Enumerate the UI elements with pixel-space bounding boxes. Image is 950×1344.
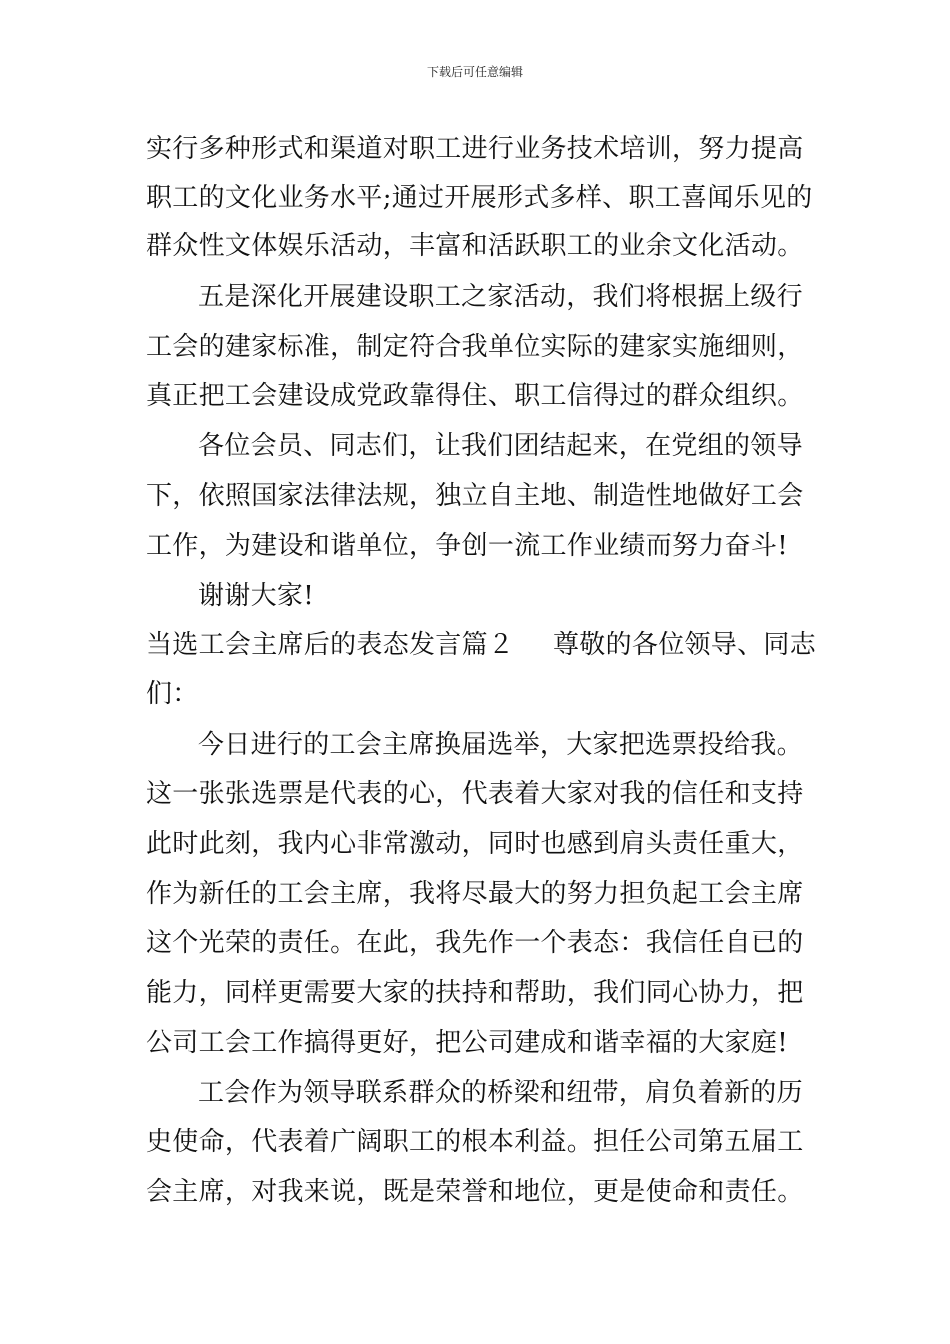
body-line: 这一张张选票是代表的心，代表着大家对我的信任和支持	[146, 779, 804, 809]
body-line: 这个光荣的责任。在此，我先作一个表态：我信任自已的	[146, 928, 804, 958]
section-title: 当选工会主席后的表态发言篇２	[146, 630, 515, 660]
paragraph-first-line: 工会作为领导联系群众的桥梁和纽带，肩负着新的历	[198, 1078, 803, 1108]
paragraph-first-line: 五是深化开展建设职工之家活动，我们将根据上级行	[198, 282, 803, 312]
paragraph-first-line: 各位会员、同志们，让我们团结起来，在党组的领导	[198, 431, 803, 461]
paragraph-first-line: 谢谢大家!	[198, 581, 314, 611]
salutation-continued: 们：	[146, 679, 199, 709]
body-line: 实行多种形式和渠道对职工进行业务技术培训，努力提高	[146, 134, 804, 164]
body-line: 会主席，对我来说，既是荣誉和地位，更是使命和责任。	[146, 1177, 804, 1207]
paragraph-first-line: 今日进行的工会主席换届选举，大家把选票投给我。	[198, 730, 803, 760]
salutation: 尊敬的各位领导、同志	[553, 630, 817, 660]
body-line: 职工的文化业务水平;通过开展形式多样、职工喜闻乐见的	[146, 183, 813, 213]
body-line: 史使命，代表着广阔职工的根本利益。担任公司第五届工	[146, 1127, 804, 1157]
body-line: 工会的建家标准，制定符合我单位实际的建家实施细则，	[146, 332, 804, 362]
body-line: 公司工会工作搞得更好，把公司建成和谐幸福的大家庭!	[146, 1028, 788, 1058]
body-line: 工作，为建设和谐单位，争创一流工作业绩而努力奋斗!	[146, 531, 788, 561]
body-line: 作为新任的工会主席，我将尽最大的努力担负起工会主席	[146, 879, 804, 909]
page-header: 下载后可任意编辑	[426, 65, 523, 79]
body-line: 此时此刻，我内心非常激动，同时也感到肩头责任重大，	[146, 829, 804, 859]
body-line: 能力，同样更需要大家的扶持和帮助，我们同心协力，把	[146, 978, 804, 1008]
body-line: 群众性文体娱乐活动，丰富和活跃职工的业余文化活动。	[146, 231, 804, 261]
body-line: 下，依照国家法律法规，独立自主地、制造性地做好工会	[146, 481, 804, 511]
body-line: 真正把工会建设成党政靠得住、职工信得过的群众组织。	[146, 381, 804, 411]
